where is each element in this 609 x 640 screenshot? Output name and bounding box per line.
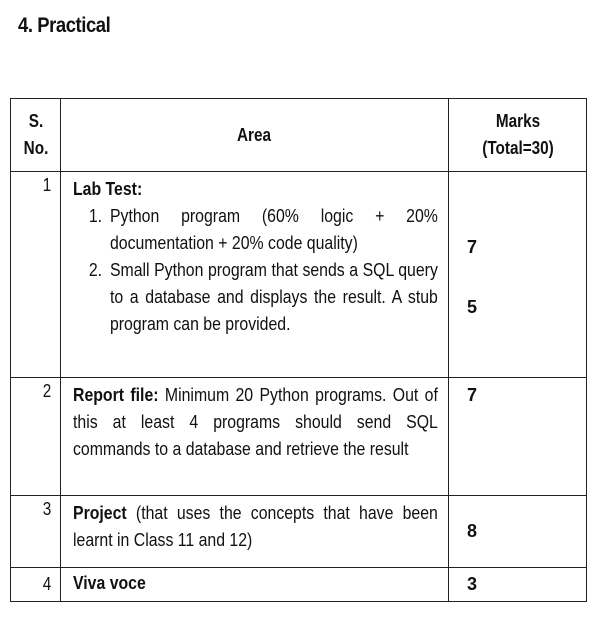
- section-title: 4. Practical: [18, 14, 111, 37]
- table-row: [11, 172, 587, 378]
- row-marks: [449, 568, 587, 602]
- lab-test-list: [73, 203, 438, 338]
- marks-value: 5: [467, 297, 478, 317]
- header-area: Area: [61, 99, 449, 172]
- row-area-title: Lab Test:: [73, 179, 143, 199]
- row-sno: 4: [11, 568, 61, 602]
- row-area: [61, 496, 449, 568]
- row-marks: [449, 496, 587, 568]
- row-area-text: Minimum 20 Python programs. Out of this at least 4 programs should send SQL commands to a database and retrieve the result: [73, 385, 438, 459]
- row-area-title: Viva voce: [73, 573, 146, 593]
- row-area-title: Project: [73, 503, 127, 523]
- table-row: [11, 568, 587, 602]
- marks-value: 8: [467, 521, 478, 541]
- header-sno: S. No.: [11, 99, 61, 172]
- row-sno: 2: [11, 378, 61, 496]
- row-area-title: Report file:: [73, 385, 159, 405]
- header-marks: Marks (Total=30): [449, 99, 587, 172]
- table-row: [11, 378, 587, 496]
- marks-table: [10, 98, 587, 602]
- row-sno: 1: [11, 172, 61, 378]
- row-marks: [449, 378, 587, 496]
- list-item: 2. Small Python program that sends a SQL query to a database and displays the result. A stub program can be provided.: [106, 257, 437, 338]
- row-area: [61, 378, 449, 496]
- row-sno: 3: [11, 496, 61, 568]
- table-row: [11, 496, 587, 568]
- row-area: [61, 172, 449, 378]
- row-area: [61, 568, 449, 602]
- table-header-row: [11, 99, 587, 172]
- marks-value: 3: [467, 574, 478, 594]
- marks-value: 7: [467, 385, 478, 405]
- list-item: 1. Python program (60% logic + 20% documentation + 20% code quality): [106, 203, 437, 257]
- marks-value: 7: [467, 237, 478, 257]
- row-area-text: (that uses the concepts that have been learnt in Class 11 and 12): [73, 503, 438, 550]
- row-marks: [449, 172, 587, 378]
